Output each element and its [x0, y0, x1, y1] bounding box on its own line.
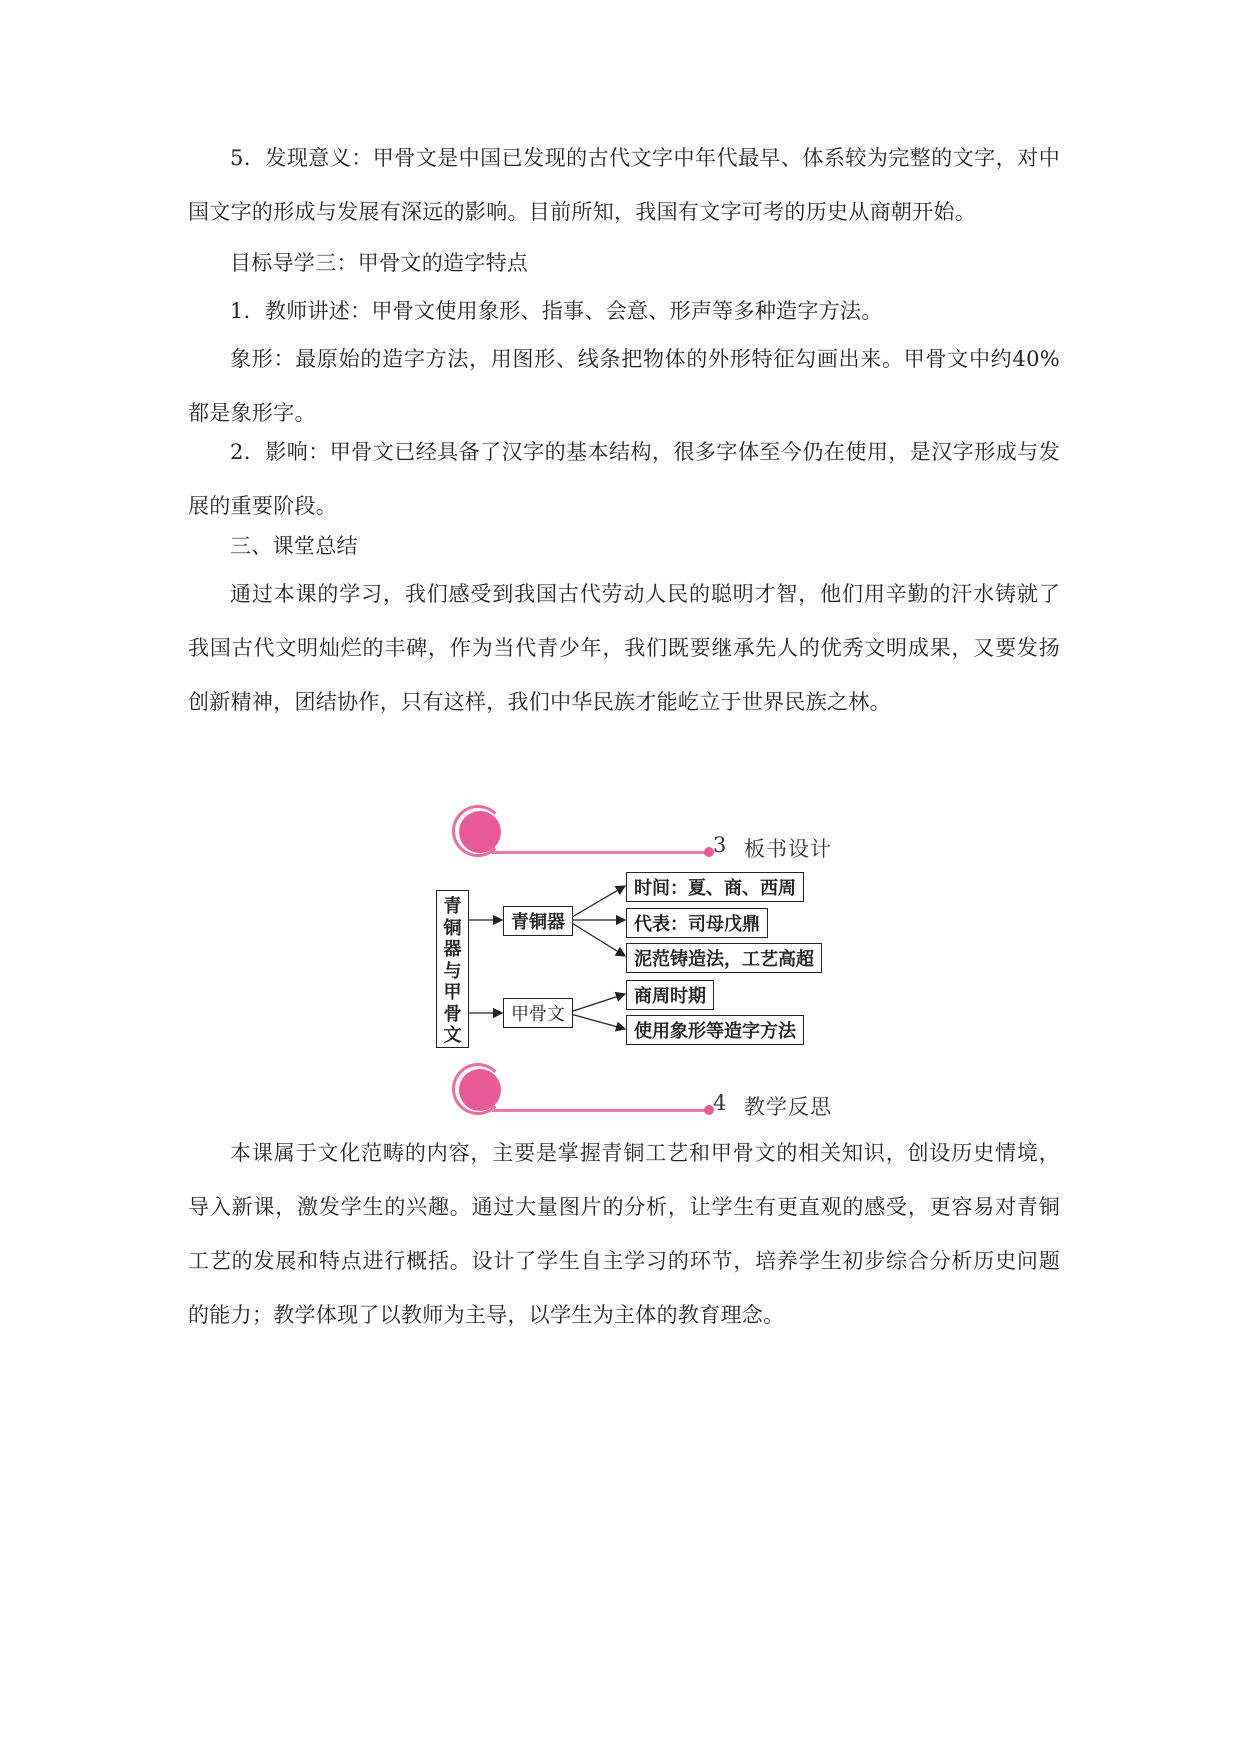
diagram-root-box — [436, 890, 469, 1048]
section-title: 板书设计 — [744, 837, 832, 861]
leaf-oracle-methods: 使用象形等造字方法 — [626, 1015, 804, 1045]
leaf-bronze-period: 时间：夏、商、西周 — [626, 872, 804, 902]
section-heading-reflection — [452, 1063, 872, 1125]
root-char: 骨 — [443, 1003, 462, 1025]
section-divider-line — [492, 1109, 707, 1112]
root-char: 甲 — [443, 982, 462, 1003]
leaf-bronze-casting: 泥范铸造法，工艺高超 — [626, 943, 822, 973]
paragraph-teacher-explains: 1．教师讲述：甲骨文使用象形、指事、会意、形声等多种造字方法。 — [230, 299, 883, 323]
leaf-bronze-representative: 代表：司母戊鼎 — [626, 908, 768, 938]
section-divider-line — [492, 851, 707, 854]
branch-oracle-box: 甲骨文 — [503, 998, 573, 1028]
section-title: 教学反思 — [744, 1095, 832, 1119]
section-disc-icon — [459, 811, 501, 853]
root-char: 文 — [443, 1025, 462, 1046]
root-char: 青 — [443, 896, 462, 917]
heading-class-summary: 三、课堂总结 — [230, 534, 358, 558]
section-disc-icon — [459, 1069, 501, 1111]
paragraph-summary: 通过本课的学习，我们感受到我国古代劳动人民的聪明才智，他们用辛勤的汗水铸就了我国古代文明灿烂的丰碑，作为当代青少年，我们既要继承先人的优秀文明成果，又要发扬创新精神，团结协作，只有这样，我们中华民族才能屹立于世界民族之林。 — [188, 582, 1060, 714]
paragraph-influence: 2．影响：甲骨文已经具备了汉字的基本结构，很多字体至今仍在使用，是汉字形成与发展的重要阶段。 — [188, 440, 1060, 518]
branch-bronze-box: 青铜器 — [503, 906, 573, 936]
root-char: 铜 — [443, 917, 462, 939]
heading-goal-three: 目标导学三：甲骨文的造字特点 — [230, 251, 529, 275]
paragraph-discovery-significance: 5．发现意义：甲骨文是中国已发现的古代文字中年代最早、体系较为完整的文字，对中国文字的形成与发展有深远的影响。目前所知，我国有文字可考的历史从商朝开始。 — [188, 146, 1060, 224]
paragraph-reflection: 本课属于文化范畴的内容，主要是掌握青铜工艺和甲骨文的相关知识，创设历史情境，导入新课，激发学生的兴趣。通过大量图片的分析，让学生有更直观的感受，更容易对青铜工艺的发展和特点进行概括。设计了学生自主学习的环节，培养学生初步综合分析历史问题的能力；教学体现了以教师为主导，以学生为主体的教育理念。 — [188, 1141, 1060, 1327]
board-design-diagram — [436, 870, 856, 1060]
root-char: 与 — [443, 960, 462, 982]
root-char: 器 — [443, 939, 462, 960]
section-number: 3 — [713, 833, 727, 857]
leaf-oracle-period: 商周时期 — [626, 980, 714, 1010]
section-number: 4 — [713, 1091, 727, 1115]
paragraph-pictograph: 象形：最原始的造字方法，用图形、线条把物体的外形特征勾画出来。甲骨文中约40%都是象形字。 — [188, 347, 1060, 425]
section-heading-board-design — [452, 805, 872, 867]
